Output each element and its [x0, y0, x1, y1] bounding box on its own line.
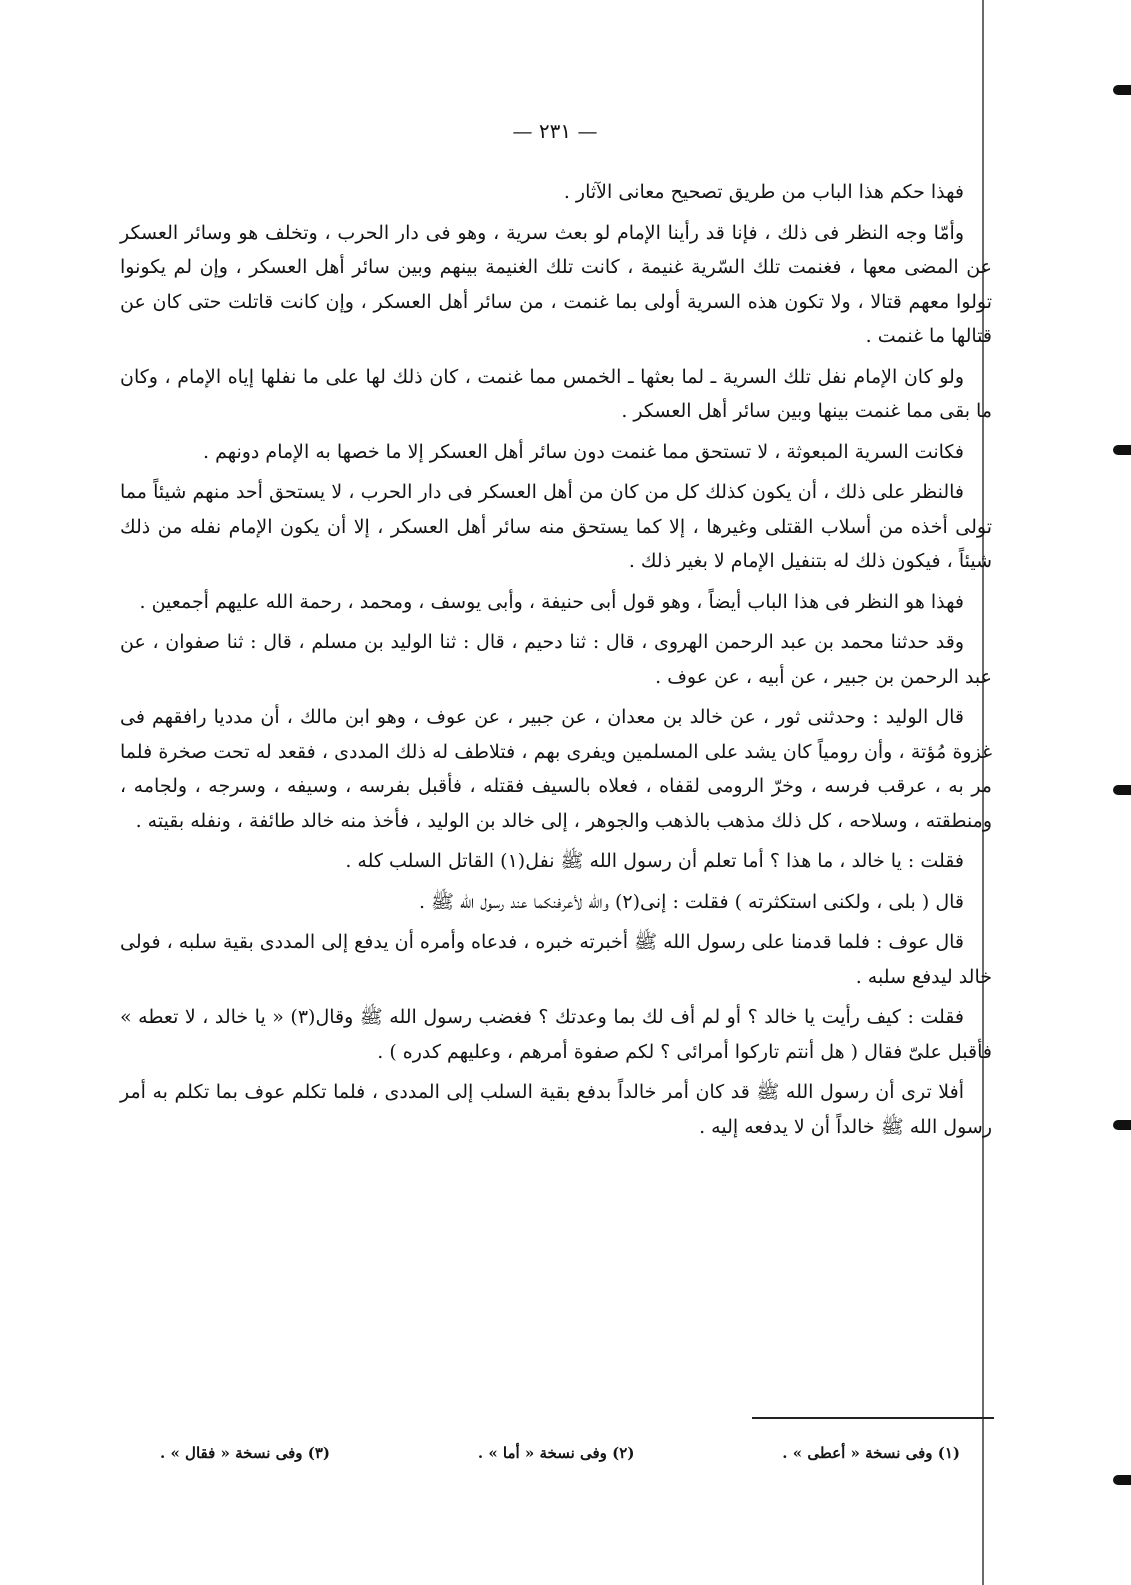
page-edge-mark	[1113, 1475, 1131, 1485]
paragraph: قال الوليد : وحدثنى ثور ، عن خالد بن معدان ، عن جبير ، عن عوف ، وهو ابن مالك ، أن مدديا رافقهم فى غزوة مُؤتة ، وأن رومياً كان يشد على المسلمين ويفرى بهم ، فتلاطف له ذلك المددى ، فقعد له تحت صخرة فلما مر به ، عرقب فرسه ، وخرّ الرومى لقفاه ، فعلاه بالسيف فقتله ، فأقبل بفرسه ، وسيفه ، وسرجه ، ولجامه ، ومنطقته ، وسلاحه ، كل ذلك مذهب بالذهب والجوهر ، إلى خالد بن الوليد ، فأخذ منه خالد طائفة ، ونفله بقيته .	[120, 706, 992, 832]
paragraph: فهذا حكم هذا الباب من طريق تصحيح معانى الآثار .	[563, 181, 964, 203]
paragraph: وقد حدثنا محمد بن عبد الرحمن الهروى ، قال : ثنا دحيم ، قال : ثنا الوليد بن مسلم ، قال : ثنا صفوان ، عن عبد الرحمن بن جبير ، عن أبيه ، عن عوف .	[120, 631, 992, 688]
footnote: (٣) وفى نسخة « فقال » .	[160, 1444, 330, 1462]
page-edge-mark	[1113, 1120, 1131, 1130]
paragraph: قال عوف : فلما قدمنا على رسول الله ﷺ أخبرته خبره ، فدعاه وأمره أن يدفع إلى المددى بقية سلبه ، فولى خالد ليدفع سلبه .	[120, 931, 992, 988]
paragraph: أفلا ترى أن رسول الله ﷺ قد كان أمر خالداً بدفع بقية السلب إلى المددى ، فلما تكلم عوف بما تكلم به أمر رسول الله ﷺ خالداً أن لا يدفعه إليه .	[120, 1081, 992, 1138]
page-edge-mark	[1113, 445, 1131, 455]
page-edge-mark	[1113, 85, 1131, 95]
paragraph: فقلت : كيف رأيت يا خالد ؟ أو لم أف لك بما وعدتك ؟ فغضب رسول الله ﷺ وقال(٣) « يا خالد ، لا تعطه » فأقبل علىّ فقال ( هل أنتم تاركوا أمرائى ؟ لكم صفوة أمرهم ، وعليهم كدره ) .	[120, 1006, 992, 1063]
footnote: (٢) وفى نسخة « أما » .	[477, 1444, 635, 1462]
paragraph: فكانت السرية المبعوثة ، لا تستحق مما غنمت دون سائر أهل العسكر إلا ما خصها به الإمام دونهم .	[202, 440, 964, 463]
footnote: (١) وفى نسخة « أعطى » .	[782, 1444, 960, 1462]
paragraph: ولو كان الإمام نفل تلك السرية ـ لما بعثها ـ الخمس مما غنمت ، كان ذلك لها على ما نفلها إياه الإمام ، وكان ما بقى مما غنمت بينها وبين سائر أهل العسكر .	[120, 365, 992, 422]
paragraph: فقلت : يا خالد ، ما هذا ؟ أما تعلم أن رسول الله ﷺ نفل(١) القاتل السلب كله .	[345, 850, 964, 872]
paragraph: وأمّا وجه النظر فى ذلك ، فإنا قد رأينا الإمام لو بعث سرية ، وهو فى دار الحرب ، وتخلف هو وسائر العسكر عن المضى معها ، فغنمت تلك السّرية غنيمة ، كانت تلك الغنيمة بينهم وبين سائر أهل العسكر ، وإن لم يكونوا تولوا معهم قتالا ، ولا تكون هذه السرية أولى بما غنمت ، من سائر أهل العسكر ، وإن كانت قاتلت حتى كان عن قتالها ما غنمت .	[120, 221, 992, 347]
paragraph: فالنظر على ذلك ، أن يكون كذلك كل من كان من أهل العسكر فى دار الحرب ، لا يستحق أحد منهم شيئاً مما تولى أخذه من أسلاب القتلى وغيرها ، إلا كما يستحق منه سائر أهل العسكر ، إلا أن يكون الإمام نفله من ذلك شيئاً ، فيكون ذلك له بتنفيل الإمام لا بغير ذلك .	[120, 481, 992, 572]
main-text	[120, 175, 992, 1150]
paragraph: قال ( بلى ، ولكنى استكثرته ) فقلت : إنى(٢) والله لأعرفنكما عند رسول الله ﷺ .	[418, 890, 964, 913]
footnotes	[160, 1444, 960, 1462]
page-edge-mark	[1113, 785, 1131, 795]
footnote-divider	[752, 1417, 994, 1419]
page-number: — ٢٣١ —	[512, 119, 598, 143]
paragraph: فهذا هو النظر فى هذا الباب أيضاً ، وهو قول أبى حنيفة ، وأبى يوسف ، ومحمد ، رحمة الله عليهم أجمعين .	[139, 590, 964, 613]
